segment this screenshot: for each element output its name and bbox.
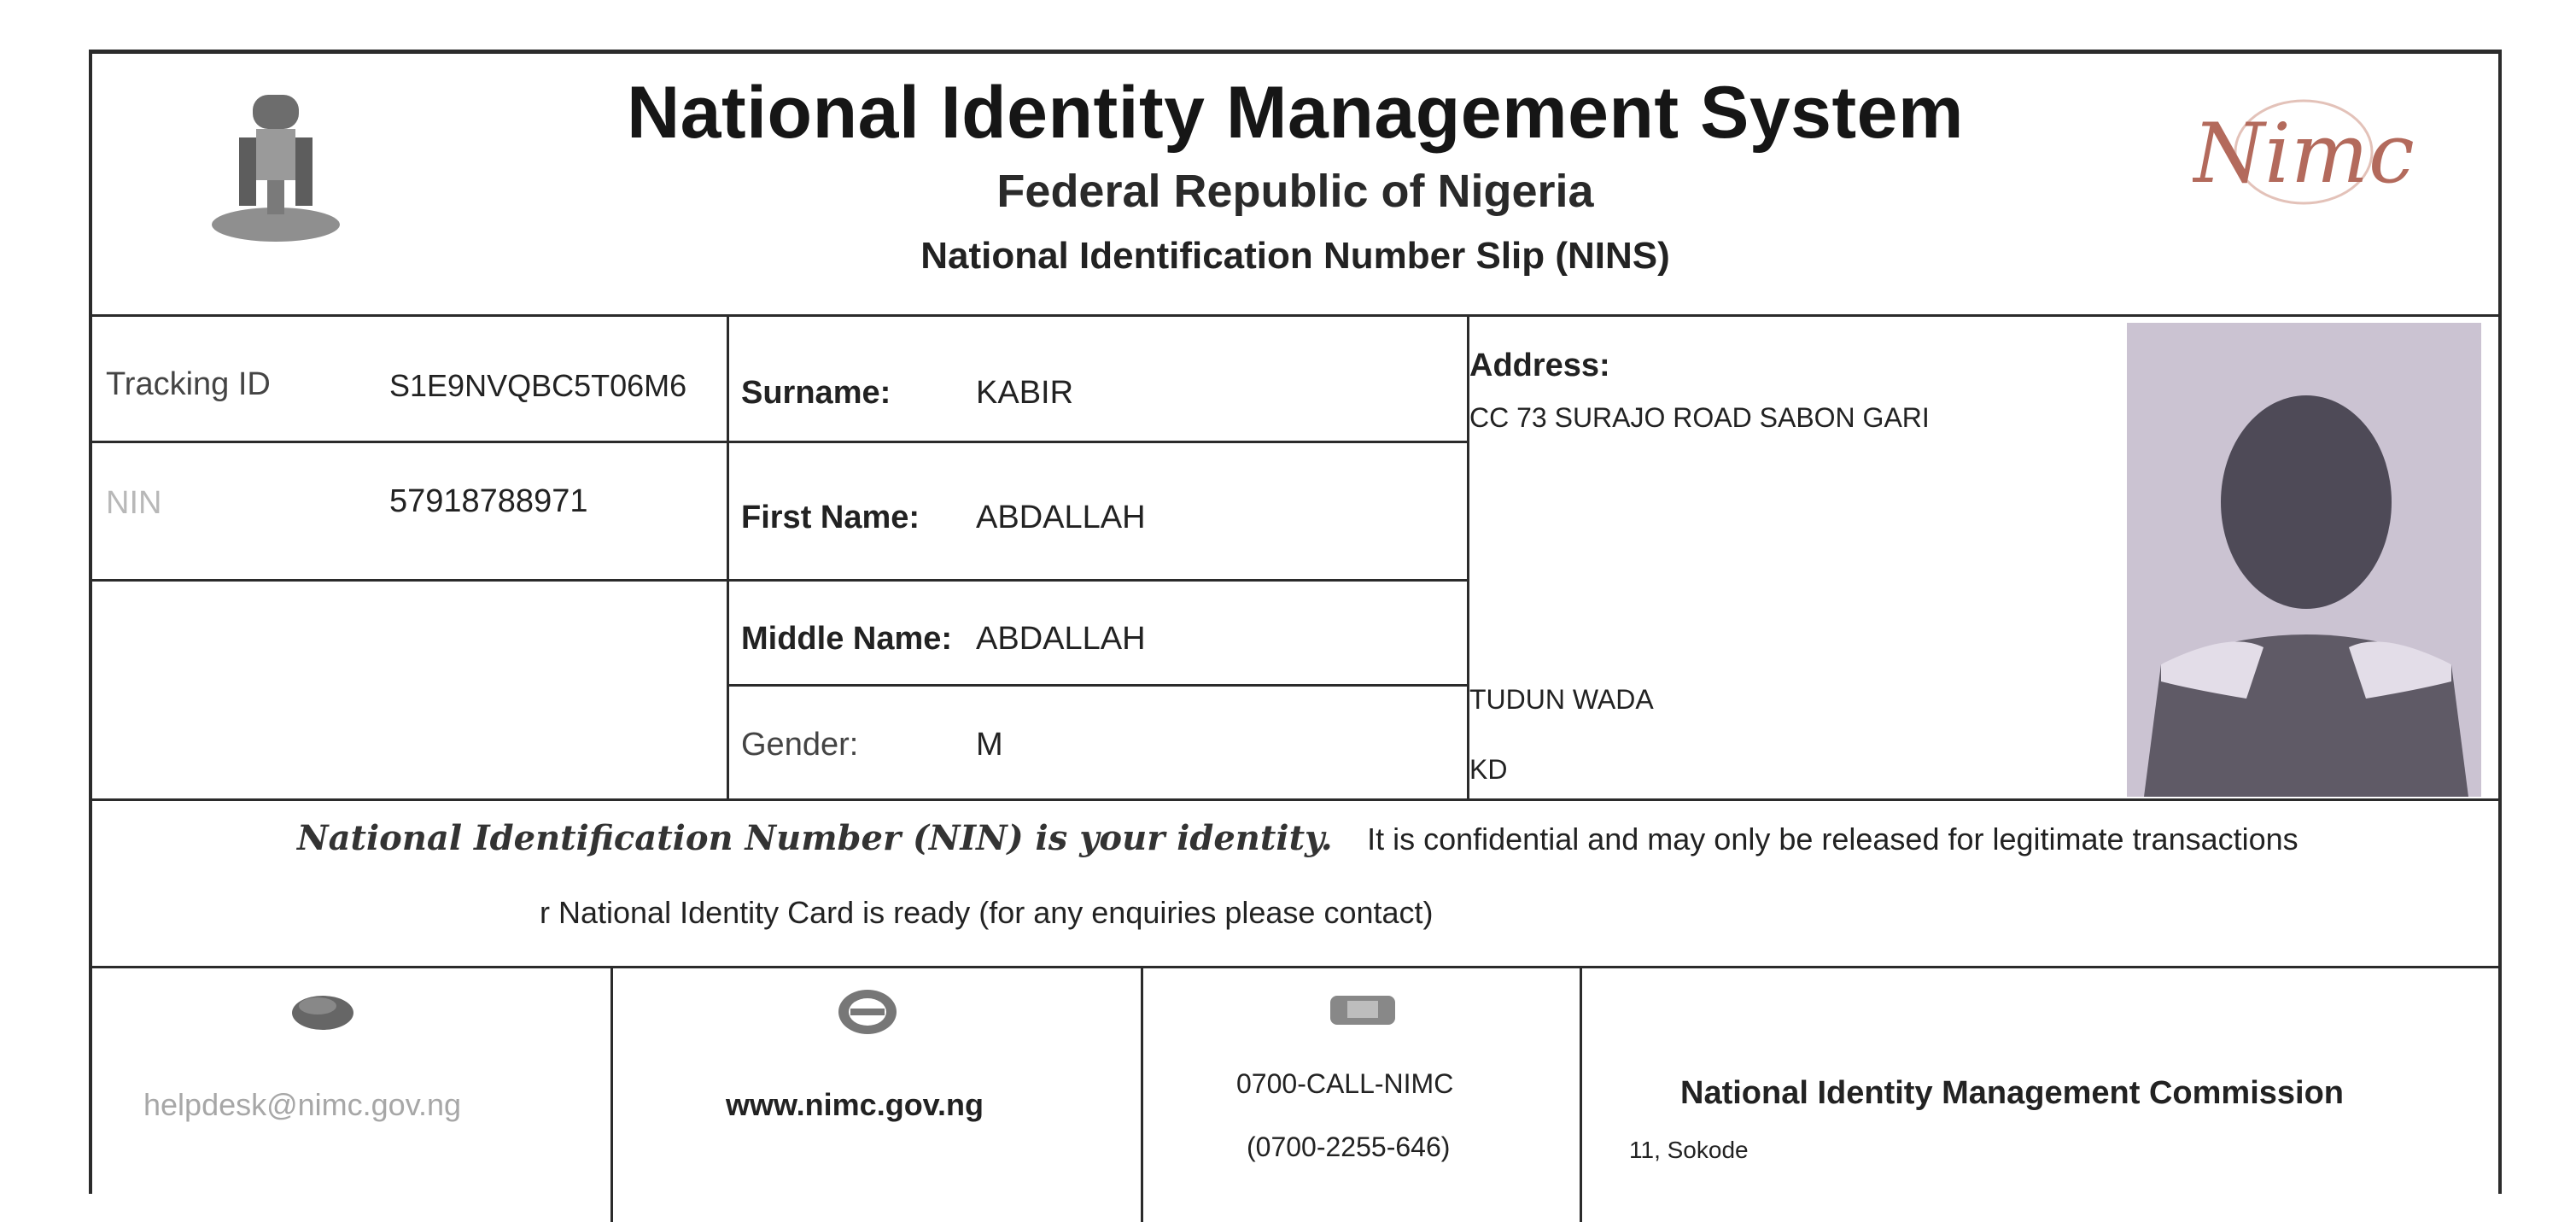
passport-photo bbox=[2127, 323, 2481, 797]
gender-label: Gender: bbox=[741, 727, 859, 763]
svg-text:Nimc: Nimc bbox=[2193, 106, 2415, 202]
address-line-2: TUDUN WADA bbox=[1469, 684, 1654, 715]
first-name-value: ABDALLAH bbox=[976, 500, 1146, 535]
slip-name: National Identification Number Slip (NINS) bbox=[920, 235, 1670, 277]
tracking-id-label: Tracking ID bbox=[106, 366, 271, 402]
notice-line-2: r National Identity Card is ready (for any enquiries please contact) bbox=[540, 895, 1434, 930]
address-line-3: KD bbox=[1469, 754, 1508, 785]
address-label: Address: bbox=[1469, 348, 1610, 383]
org-address: 11, Sokode bbox=[1629, 1137, 1749, 1163]
surname-label: Surname: bbox=[741, 375, 891, 411]
nimc-logo bbox=[2193, 88, 2415, 216]
middle-name-value: ABDALLAH bbox=[976, 621, 1146, 657]
first-name-label: First Name: bbox=[741, 500, 920, 535]
page-subtitle: Federal Republic of Nigeria bbox=[996, 166, 1594, 217]
tracking-id-value: S1E9NVQBC5T06M6 bbox=[389, 368, 687, 403]
address-line-1: CC 73 SURAJO ROAD SABON GARI bbox=[1469, 402, 1930, 433]
phone-icon bbox=[1329, 989, 1397, 1036]
website-link[interactable]: www.nimc.gov.ng bbox=[726, 1087, 984, 1122]
nin-slip bbox=[89, 50, 2502, 1194]
gender-value: M bbox=[976, 727, 1003, 763]
surname-value: KABIR bbox=[976, 375, 1074, 411]
notice-italic: National Identification Number (NIN) is your identity. bbox=[297, 818, 1333, 858]
nin-label: NIN bbox=[106, 485, 162, 521]
middle-name-label: Middle Name: bbox=[741, 621, 953, 657]
org-name: National Identity Management Commission bbox=[1680, 1075, 2344, 1111]
email-link[interactable]: helpdesk@nimc.gov.ng bbox=[143, 1087, 462, 1122]
globe-icon bbox=[833, 986, 902, 1042]
phone-number[interactable]: (0700-2255-646) bbox=[1247, 1131, 1451, 1162]
page-title: National Identity Management System bbox=[627, 72, 1964, 154]
phone-label[interactable]: 0700-CALL-NIMC bbox=[1236, 1068, 1454, 1099]
nin-value: 57918788971 bbox=[389, 483, 588, 519]
notice-rest: It is confidential and may only be released for legitimate transactions bbox=[1367, 821, 2299, 857]
notice-line-1 bbox=[297, 818, 2299, 858]
email-icon bbox=[289, 989, 357, 1036]
